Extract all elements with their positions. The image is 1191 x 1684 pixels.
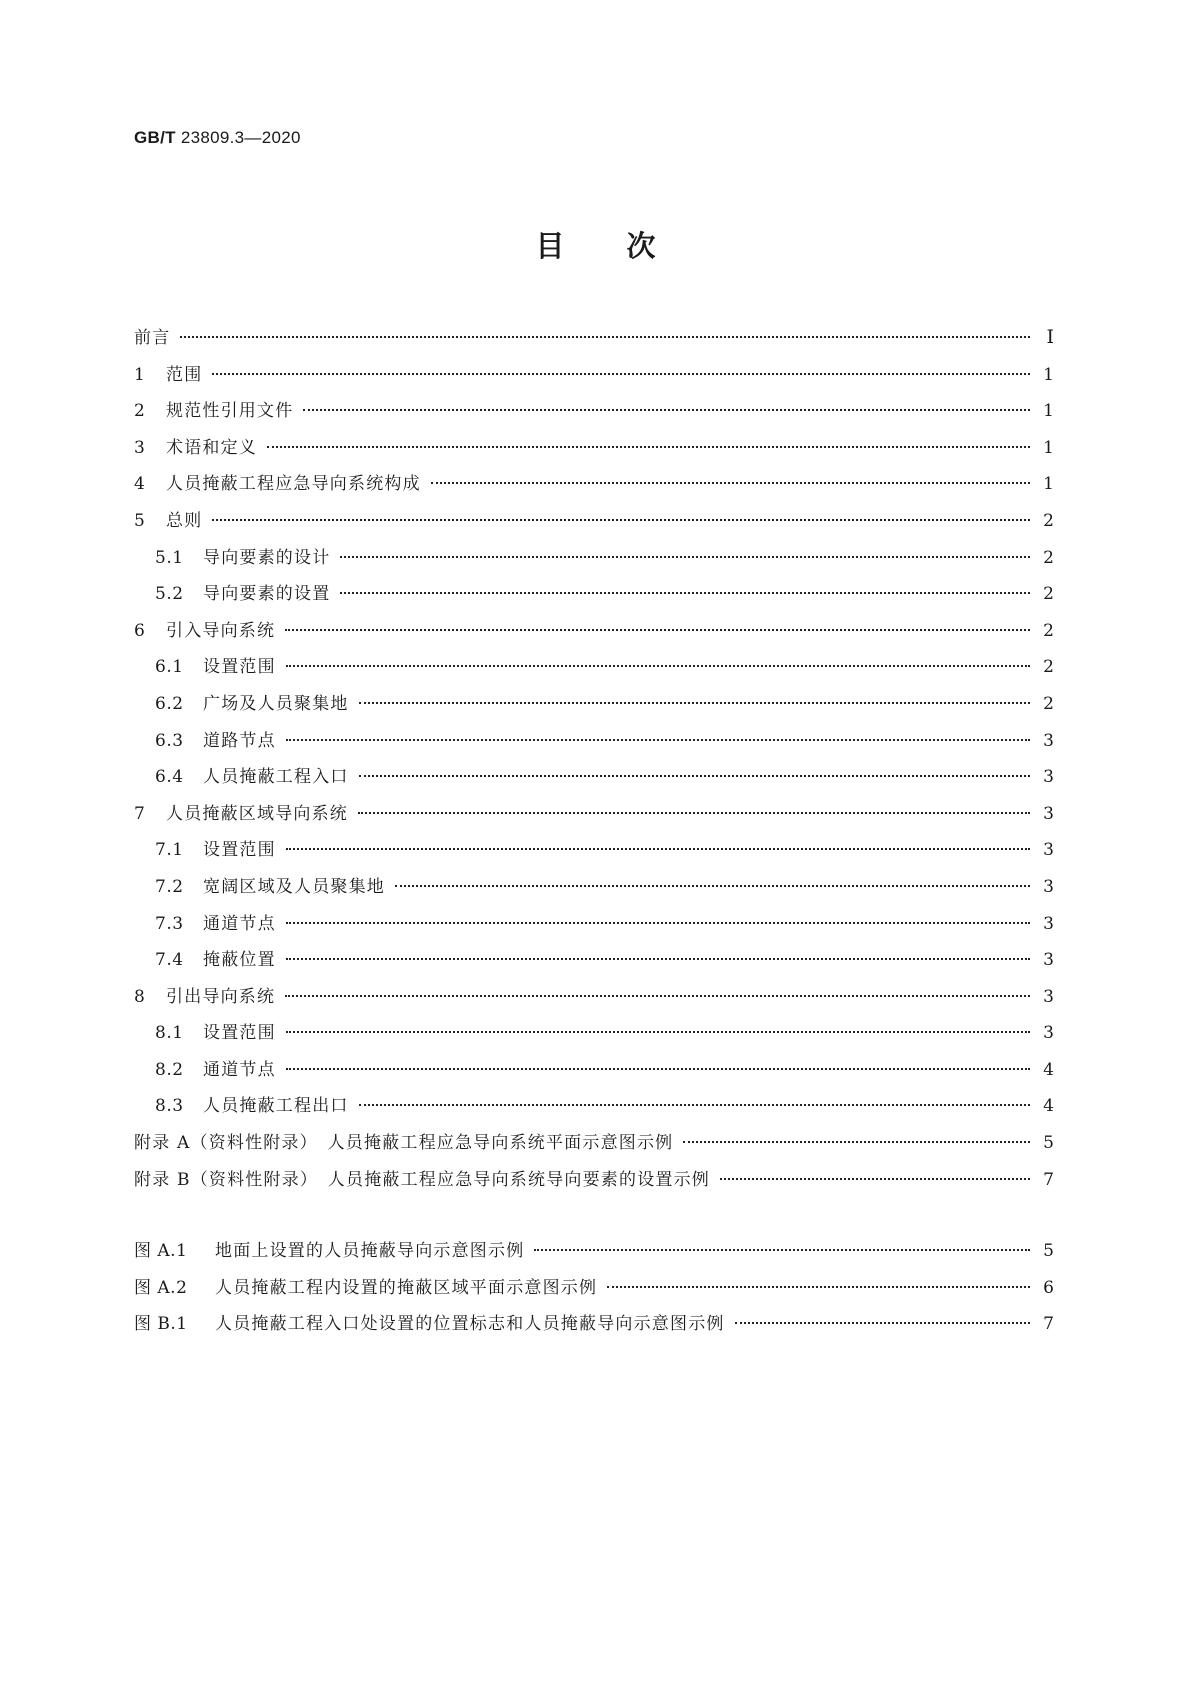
standard-number: [134, 128, 301, 148]
toc-entry-title: 广场及人员聚集地: [203, 693, 349, 714]
toc-entry-number: 8.2: [155, 1059, 184, 1080]
toc-entry-1[interactable]: [134, 360, 1054, 397]
dot-leader: [607, 1286, 1030, 1288]
toc-entry-page: 1: [1043, 437, 1054, 458]
toc-entry-number: 6.1: [155, 657, 184, 678]
figure-entry-a2[interactable]: [134, 1273, 1054, 1310]
toc-entry-page: 2: [1043, 584, 1054, 605]
toc-entry-page: 3: [1043, 986, 1054, 1007]
dot-leader: [340, 556, 1030, 558]
toc-entry-page: 2: [1043, 657, 1054, 678]
toc-entry-6-1[interactable]: [134, 652, 1054, 689]
page-title: 目次: [535, 229, 718, 263]
toc-entry-number: 7: [134, 803, 146, 824]
toc-entry-number: 2: [134, 401, 146, 422]
toc-entry-title: 设置范围: [203, 657, 276, 678]
toc-entry-title: 人员掩蔽区域导向系统: [166, 803, 348, 824]
dot-leader: [267, 446, 1030, 448]
toc-entry-number: 7.1: [155, 840, 184, 861]
toc-entry-number: 7.2: [155, 876, 184, 897]
table-of-contents: [134, 323, 1054, 1201]
toc-entry-foreword[interactable]: [134, 323, 1054, 360]
figure-page: 7: [1043, 1314, 1054, 1335]
dot-leader: [286, 739, 1030, 741]
figure-number: 图 A.2: [134, 1277, 188, 1298]
toc-entry-page: 1: [1043, 474, 1054, 495]
toc-entry-title: 引入导向系统: [166, 620, 276, 641]
toc-entry-8[interactable]: [134, 982, 1054, 1019]
dot-leader: [359, 775, 1030, 777]
toc-entry-8-3[interactable]: [134, 1091, 1054, 1128]
figure-title: 人员掩蔽工程内设置的掩蔽区域平面示意图示例: [215, 1277, 598, 1298]
toc-entry-number: 6.4: [155, 767, 184, 788]
dot-leader: [720, 1178, 1030, 1180]
toc-entry-page: 3: [1043, 913, 1054, 934]
toc-entry-page: Ⅰ: [1046, 326, 1054, 348]
toc-entry-title: 人员掩蔽工程出口: [203, 1096, 349, 1117]
dot-leader: [340, 592, 1030, 594]
toc-entry-title: 范围: [166, 364, 203, 385]
dot-leader: [212, 373, 1030, 375]
toc-entry-page: 1: [1043, 364, 1054, 385]
toc-entry-2[interactable]: [134, 396, 1054, 433]
toc-entry-7-1[interactable]: [134, 835, 1054, 872]
toc-entry-6-4[interactable]: [134, 762, 1054, 799]
toc-entry-page: 3: [1043, 767, 1054, 788]
toc-entry-page: 2: [1043, 620, 1054, 641]
toc-entry-7[interactable]: [134, 799, 1054, 836]
dot-leader: [359, 702, 1030, 704]
toc-entry-page: 4: [1043, 1059, 1054, 1080]
toc-entry-title: 总则: [166, 510, 203, 531]
toc-entry-title: 导向要素的设置: [203, 584, 331, 605]
dot-leader: [431, 482, 1030, 484]
figure-title: 地面上设置的人员掩蔽导向示意图示例: [215, 1241, 525, 1261]
toc-entry-7-3[interactable]: [134, 909, 1054, 946]
toc-entry-number: 6.3: [155, 730, 184, 751]
dot-leader: [285, 995, 1030, 997]
dot-leader: [180, 336, 1030, 338]
toc-entry-number: 4: [134, 474, 146, 495]
toc-entry-3[interactable]: [134, 433, 1054, 470]
toc-entry-title: 术语和定义: [166, 437, 257, 458]
standard-prefix: GB/T: [134, 128, 176, 147]
toc-entry-title: 通道节点: [203, 913, 276, 934]
figure-number: 图 A.1: [134, 1241, 188, 1261]
toc-entry-5[interactable]: [134, 506, 1054, 543]
toc-entry-6-2[interactable]: [134, 689, 1054, 726]
toc-entry-title: 人员掩蔽工程入口: [203, 767, 349, 788]
dot-leader: [286, 848, 1030, 850]
toc-entry-page: 3: [1043, 840, 1054, 861]
toc-entry-6-3[interactable]: [134, 726, 1054, 763]
figure-number: 图 B.1: [134, 1314, 188, 1335]
toc-entry-number: 5: [134, 510, 146, 531]
toc-entry-5-1[interactable]: [134, 543, 1054, 580]
toc-entry-8-2[interactable]: [134, 1055, 1054, 1092]
toc-entry-number: 5.2: [155, 584, 184, 605]
toc-entry-page: 3: [1043, 876, 1054, 897]
toc-entry-page: 3: [1043, 950, 1054, 971]
dot-leader: [303, 409, 1030, 411]
toc-entry-title: 宽阔区域及人员聚集地: [203, 876, 385, 897]
toc-entry-number: 6.2: [155, 693, 184, 714]
toc-entry-title: 附录 A（资料性附录） 人员掩蔽工程应急导向系统平面示意图示例: [134, 1133, 674, 1154]
toc-entry-number: 1: [134, 364, 146, 385]
toc-entry-number: 7.4: [155, 950, 184, 971]
toc-entry-title: 设置范围: [203, 840, 276, 861]
dot-leader: [358, 812, 1030, 814]
list-of-figures: [134, 1236, 1054, 1346]
toc-entry-title: 前言: [134, 328, 171, 348]
figure-page: 5: [1043, 1241, 1054, 1261]
figure-title: 人员掩蔽工程入口处设置的位置标志和人员掩蔽导向示意图示例: [215, 1314, 725, 1335]
dot-leader: [212, 519, 1030, 521]
toc-entry-4[interactable]: [134, 469, 1054, 506]
toc-entry-number: 5.1: [155, 547, 184, 568]
toc-entry-8-1[interactable]: [134, 1018, 1054, 1055]
toc-entry-appendix-b[interactable]: [134, 1165, 1054, 1202]
dot-leader: [286, 1031, 1030, 1033]
figure-entry-a1[interactable]: [134, 1236, 1054, 1273]
dot-leader: [359, 1104, 1030, 1106]
toc-entry-page: 3: [1043, 803, 1054, 824]
toc-entry-appendix-a[interactable]: [134, 1128, 1054, 1165]
toc-entry-title: 附录 B（资料性附录） 人员掩蔽工程应急导向系统导向要素的设置示例: [134, 1169, 710, 1190]
toc-entry-title: 掩蔽位置: [203, 950, 276, 971]
toc-entry-6[interactable]: [134, 616, 1054, 653]
toc-entry-page: 2: [1043, 693, 1054, 714]
dot-leader: [286, 1068, 1030, 1070]
toc-entry-page: 5: [1043, 1133, 1054, 1154]
toc-entry-title: 导向要素的设计: [203, 547, 331, 568]
toc-entry-page: 2: [1043, 510, 1054, 531]
dot-leader: [534, 1249, 1030, 1251]
toc-entry-7-2[interactable]: [134, 872, 1054, 909]
dot-leader: [395, 885, 1030, 887]
toc-entry-title: 规范性引用文件: [166, 401, 294, 422]
toc-entry-title: 道路节点: [203, 730, 276, 751]
dot-leader: [286, 922, 1030, 924]
dot-leader: [683, 1141, 1030, 1143]
toc-entry-page: 7: [1043, 1169, 1054, 1190]
toc-entry-page: 4: [1043, 1096, 1054, 1117]
toc-entry-page: 2: [1043, 547, 1054, 568]
toc-entry-title: 设置范围: [203, 1023, 276, 1044]
toc-entry-number: 8.3: [155, 1096, 184, 1117]
toc-entry-number: 8.1: [155, 1023, 184, 1044]
toc-entry-title: 人员掩蔽工程应急导向系统构成: [166, 474, 421, 495]
dot-leader: [285, 629, 1030, 631]
standard-code: 23809.3—2020: [180, 128, 301, 147]
toc-entry-page: 3: [1043, 1023, 1054, 1044]
figure-page: 6: [1043, 1277, 1054, 1298]
toc-entry-number: 6: [134, 620, 146, 641]
toc-entry-7-4[interactable]: [134, 945, 1054, 982]
toc-entry-page: 1: [1043, 401, 1054, 422]
toc-entry-number: 8: [134, 986, 146, 1007]
toc-entry-page: 3: [1043, 730, 1054, 751]
toc-entry-5-2[interactable]: [134, 579, 1054, 616]
toc-entry-number: 7.3: [155, 913, 184, 934]
toc-entry-number: 3: [134, 437, 146, 458]
dot-leader: [735, 1322, 1030, 1324]
dot-leader: [286, 665, 1030, 667]
figure-entry-b1[interactable]: [134, 1309, 1054, 1346]
toc-entry-title: 通道节点: [203, 1059, 276, 1080]
toc-entry-title: 引出导向系统: [166, 986, 276, 1007]
dot-leader: [286, 958, 1030, 960]
